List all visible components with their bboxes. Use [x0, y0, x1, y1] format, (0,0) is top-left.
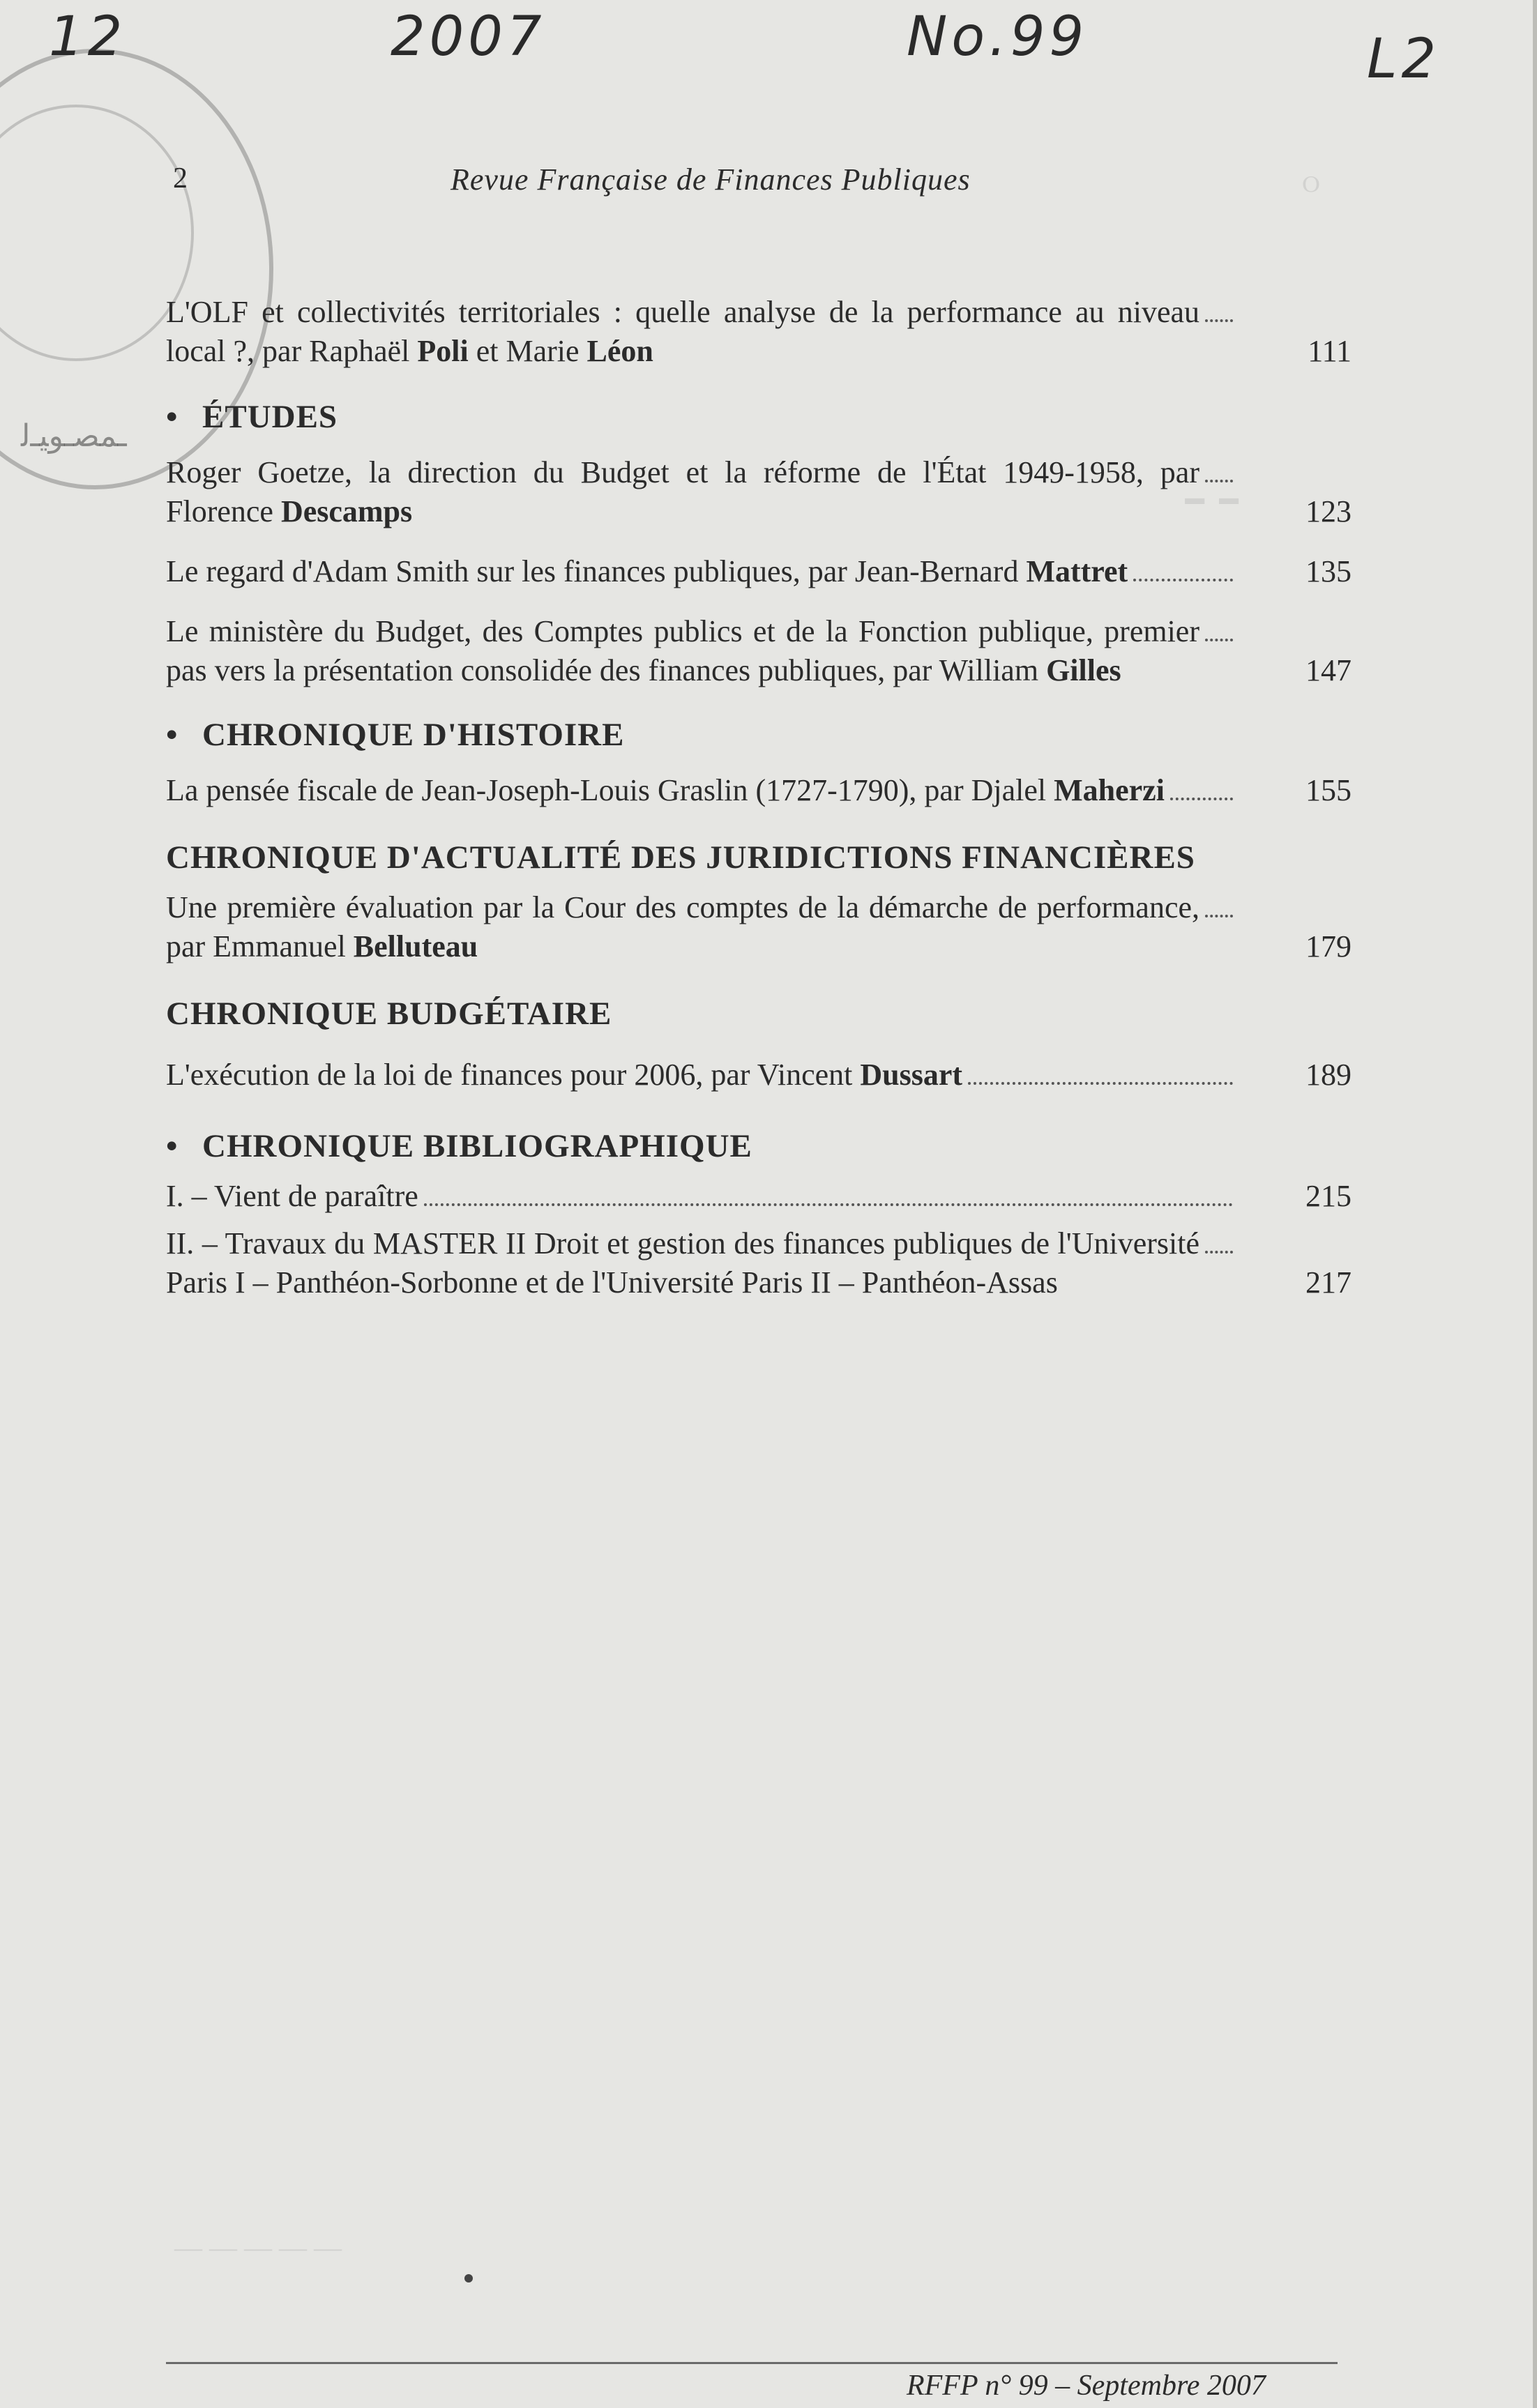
- dot-leader: [1205, 1251, 1233, 1253]
- toc-entry: [166, 552, 1352, 591]
- dot-leader: [1205, 319, 1233, 322]
- toc-page-number: 217: [1305, 1265, 1352, 1300]
- toc-entry: [166, 1177, 1352, 1216]
- dot-leader: [1205, 915, 1233, 917]
- dot-leader: [424, 1203, 1233, 1206]
- handwritten-note-year: 2007: [391, 6, 546, 68]
- footer-rule: [166, 2362, 1338, 2364]
- bleed-through: ｏ: [1297, 167, 1325, 198]
- toc-entry-line: [166, 293, 1240, 371]
- toc-entry-author: Dussart: [860, 1058, 963, 1092]
- dot-leader: [1170, 798, 1233, 800]
- toc-entry-author: Maherzi: [1054, 773, 1165, 807]
- toc-entry-text: L'exécution de la loi de finances pour 2006, par Vincent: [166, 1058, 853, 1092]
- toc-page-number: 147: [1305, 653, 1352, 687]
- bleed-through: — — — — —: [174, 2232, 342, 2263]
- handwritten-note-left: 12: [49, 6, 127, 68]
- toc-entry: [166, 293, 1352, 371]
- section-heading-histoire: • CHRONIQUE D'HISTOIRE: [166, 714, 1352, 756]
- section-heading-bibliographique: • CHRONIQUE BIBLIOGRAPHIQUE: [166, 1125, 1352, 1167]
- toc-entry-author: Gilles: [1046, 653, 1121, 687]
- bleed-through: ـ ـ: [1186, 449, 1239, 518]
- dot-leader: [968, 1082, 1233, 1085]
- toc-page-number: 123: [1305, 494, 1352, 528]
- dot-leader: [1133, 579, 1233, 581]
- page-edge: [1533, 0, 1537, 2408]
- dot-leader: [1205, 639, 1233, 641]
- toc-page-number: 189: [1305, 1058, 1352, 1092]
- toc-entry: [166, 453, 1352, 531]
- toc-page-number: 135: [1305, 554, 1352, 588]
- toc-entry: [166, 612, 1352, 690]
- toc-entry: [166, 888, 1352, 966]
- toc-entry-author: Descamps: [280, 494, 413, 528]
- section-heading-budgetaire: CHRONIQUE BUDGÉTAIRE: [166, 996, 612, 1032]
- library-stamp-script: ـﻤﺼـﻮﻴـﻟ: [21, 418, 127, 454]
- toc-entry-text: L'OLF et collectivités territoriales : quelle analyse de la performance au niveau local ?, par Raphaël: [166, 295, 1199, 368]
- section-heading-etudes: • ÉTUDES: [166, 396, 1352, 438]
- footer-citation: RFFP n° 99 – Septembre 2007: [907, 2370, 1266, 2402]
- toc-entry-author: Léon: [586, 334, 653, 368]
- handwritten-note-number: No.99: [907, 6, 1089, 68]
- toc-entry-text: La pensée fiscale de Jean-Joseph-Louis Graslin (1727-1790), par Djalel: [166, 773, 1047, 807]
- toc-page-number: 215: [1305, 1179, 1352, 1213]
- toc-entry-author: Poli: [417, 334, 469, 368]
- bullet-icon: •: [166, 1128, 179, 1164]
- toc-entry: [166, 1056, 1352, 1095]
- toc-entry-text: Le regard d'Adam Smith sur les finances publiques, par Jean-Bernard: [166, 554, 1019, 588]
- toc-page-number: 155: [1305, 773, 1352, 807]
- running-header: [167, 162, 1074, 201]
- toc-entry-author: Mattret: [1026, 554, 1128, 588]
- toc-entry-text: I. – Vient de paraître: [166, 1179, 418, 1213]
- header-page-number: 2: [173, 162, 188, 195]
- toc-entry-text: Le ministère du Budget, des Comptes publics et de la Fonction publique, premier pas vers la présentation consolidée des finances publiques, par William: [166, 614, 1199, 687]
- toc-page-number: 179: [1305, 929, 1352, 963]
- toc-entry: [166, 771, 1352, 810]
- bullet-icon: •: [166, 399, 179, 435]
- handwritten-note-right: L2: [1367, 28, 1441, 91]
- toc-page-number: 111: [1308, 334, 1352, 368]
- table-of-contents: [166, 293, 1352, 1302]
- section-heading-juridictions: CHRONIQUE D'ACTUALITÉ DES JURIDICTIONS FINANCIÈRES: [166, 839, 1195, 876]
- toc-entry: [166, 1224, 1352, 1302]
- toc-entry-text: Roger Goetze, la direction du Budget et la réforme de l'État 1949-1958, par Florence: [166, 455, 1199, 528]
- journal-title: Revue Française de Finances Publiques: [450, 162, 971, 197]
- toc-entry-text: II. – Travaux du MASTER II Droit et gestion des finances publiques de l'Université Paris I – Panthéon-Sorbonne et de l'Université Paris II – Panthéon-Assas: [166, 1226, 1199, 1300]
- toc-entry-joiner: et Marie: [476, 334, 580, 368]
- dot-leader: [1205, 480, 1233, 482]
- ink-speck: [464, 2274, 473, 2283]
- toc-entry-author: Belluteau: [353, 929, 478, 963]
- bullet-icon: •: [166, 717, 179, 753]
- toc-entry-text: Une première évaluation par la Cour des comptes de la démarche de performance, par Emmanuel: [166, 890, 1199, 963]
